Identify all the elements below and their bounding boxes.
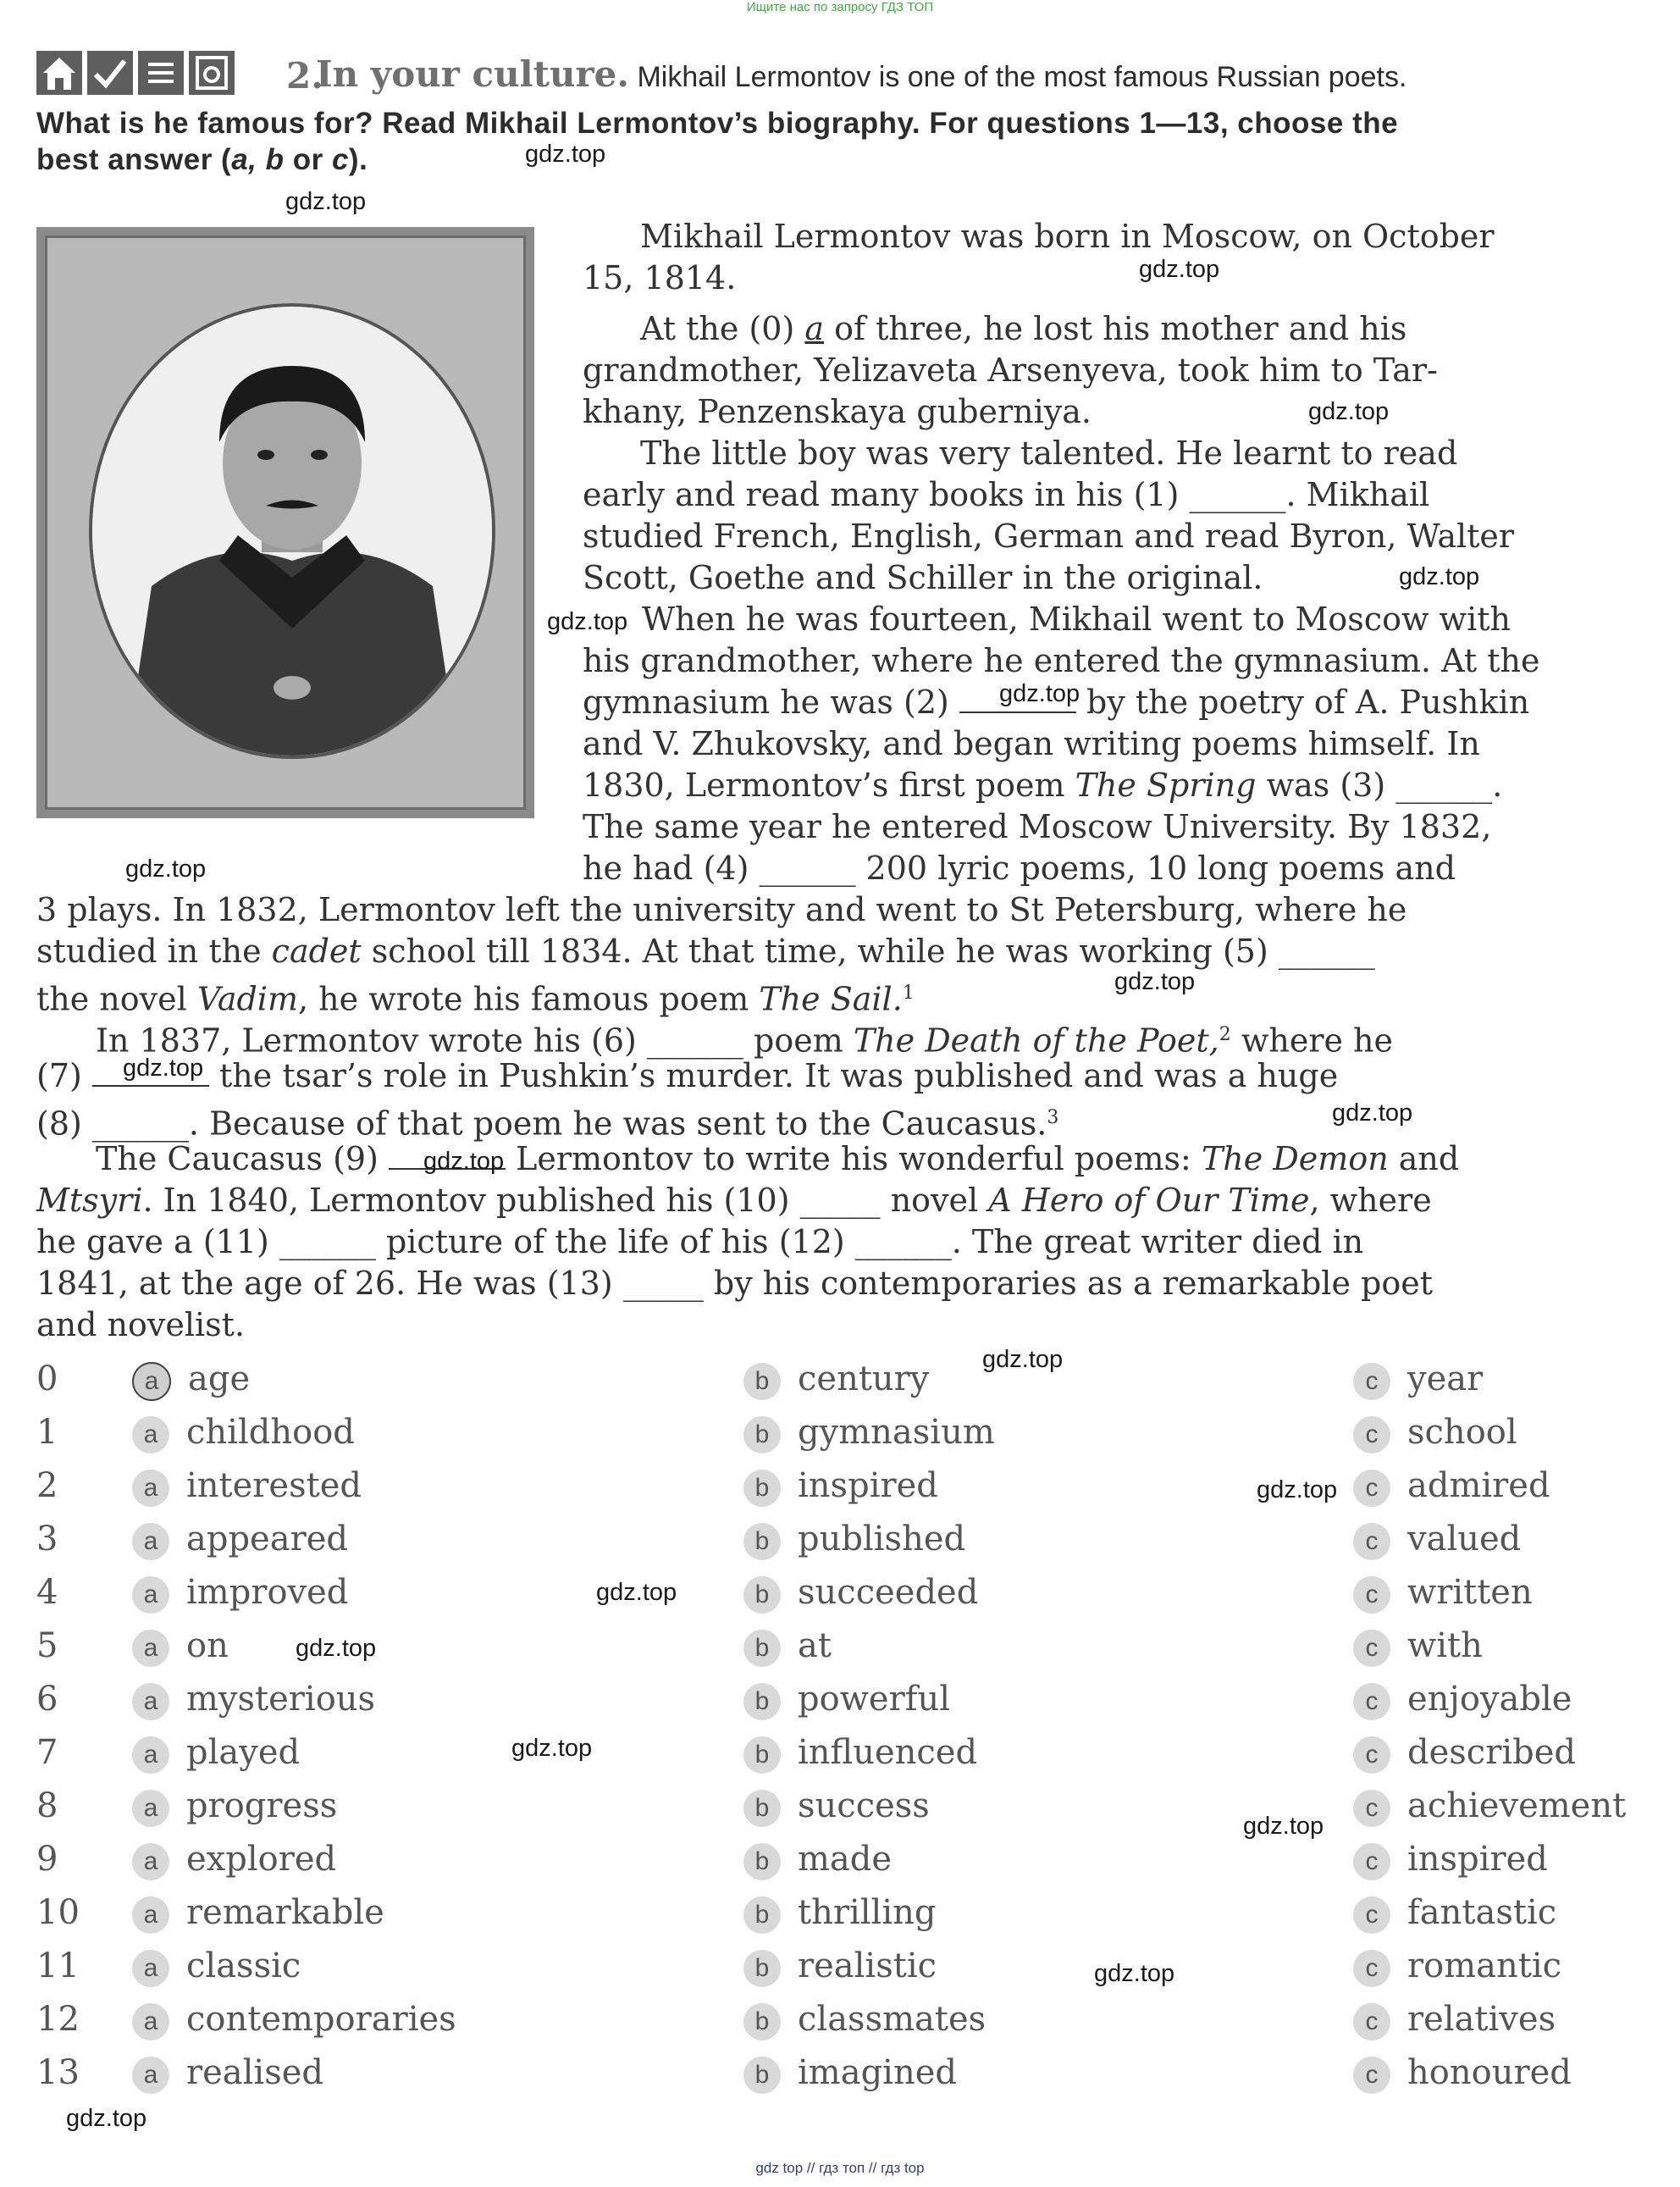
- option-letter-a[interactable]: a: [132, 1790, 169, 1827]
- option-text: honoured: [1407, 2053, 1572, 2092]
- option-text: described: [1407, 1733, 1577, 1772]
- option-text: explored: [186, 1840, 337, 1879]
- option-text: inspired: [798, 1466, 938, 1505]
- watermark: gdz.top: [511, 1735, 593, 1762]
- watermark: gdz.top: [1114, 968, 1196, 995]
- option-row: [36, 2053, 1645, 2104]
- option-text: made: [798, 1840, 892, 1879]
- option-letter-b[interactable]: b: [743, 1736, 781, 1774]
- option-row: [36, 1573, 1645, 1624]
- option-letter-b[interactable]: b: [743, 1470, 781, 1507]
- option-letter-a[interactable]: a: [132, 1523, 169, 1560]
- option-a[interactable]: [132, 1893, 384, 1934]
- option-row: [36, 1680, 1645, 1730]
- option-letter-b[interactable]: b: [743, 1630, 781, 1667]
- question-number: 5: [36, 1626, 58, 1665]
- option-text: year: [1407, 1359, 1484, 1398]
- task-intro: Mikhail Lermontov is one of the most famous Russian poets.: [637, 61, 1407, 93]
- option-row: [36, 1946, 1645, 1997]
- option-text: inspired: [1407, 1840, 1548, 1879]
- bio-line: The Caucasus (9) Lermontov to write his wonderful poems: The Demon and: [96, 1140, 1460, 1177]
- option-letter-a[interactable]: a: [132, 2057, 169, 2094]
- option-b[interactable]: [743, 1573, 978, 1614]
- option-text: progress: [186, 1786, 338, 1825]
- bio-line: Mtsyri. In 1840, Lermontov published his (10) _____ novel A Hero of Our Time, where: [36, 1182, 1432, 1219]
- question-number: 4: [36, 1573, 58, 1612]
- question-number: 9: [36, 1840, 58, 1879]
- bio-line: studied in the cadet school till 1834. At that time, while he was working (5) ______: [36, 933, 1375, 970]
- bio-line: In 1837, Lermontov wrote his (6) ______ poem The Death of the Poet,$^2$ where he: [96, 1022, 1394, 1060]
- option-letter-a[interactable]: a: [132, 1950, 169, 1987]
- bio-line: khany, Penzenskaya guberniya.: [583, 393, 1092, 430]
- watermark: gdz.top: [66, 2105, 147, 2132]
- bio-line: studied French, English, German and read Byron, Walter: [583, 518, 1515, 555]
- option-text: contemporaries: [186, 2000, 456, 2039]
- option-text: realistic: [798, 1946, 937, 1985]
- question-number: 11: [36, 1946, 80, 1985]
- option-text: classic: [186, 1946, 301, 1985]
- option-text: remarkable: [186, 1893, 384, 1932]
- option-b[interactable]: [743, 1359, 929, 1400]
- question-number: 1: [36, 1413, 58, 1452]
- option-row: [36, 1733, 1645, 1784]
- watermark: gdz.top: [1094, 1960, 1175, 1987]
- option-b[interactable]: [743, 1840, 892, 1880]
- option-text: admired: [1407, 1466, 1550, 1505]
- bio-line: the novel Vadim, he wrote his famous poem The Sail.$^1$: [36, 980, 915, 1018]
- option-b[interactable]: [743, 1893, 937, 1934]
- watermark: gdz.top: [596, 1579, 677, 1606]
- option-letter-a[interactable]: a: [132, 1362, 171, 1401]
- watermark: gdz.top: [1308, 398, 1390, 425]
- top-banner: Ищите нас по запросу ГДЗ ТОП: [746, 0, 934, 14]
- option-c[interactable]: [1353, 1893, 1556, 1934]
- option-c[interactable]: [1353, 1359, 1483, 1400]
- option-text: romantic: [1407, 1946, 1562, 1985]
- option-a[interactable]: [132, 1466, 362, 1507]
- watermark: gdz.top: [296, 1635, 377, 1662]
- option-a[interactable]: [132, 1573, 348, 1614]
- option-letter-a[interactable]: a: [132, 1576, 169, 1614]
- option-letter-b[interactable]: b: [743, 2057, 781, 2094]
- watermark: gdz.top: [1332, 1099, 1413, 1127]
- task-instructions: What is he famous for? Read Mikhail Lermontov’s biography. For questions 1—13, choose the: [36, 107, 1399, 140]
- biography-text: [36, 0, 1645, 1347]
- bio-line: and V. Zhukovsky, and began writing poems himself. In: [583, 725, 1480, 762]
- bio-line: Scott, Goethe and Schiller in the original.: [583, 559, 1263, 596]
- option-b[interactable]: [743, 2000, 986, 2040]
- option-row: [36, 2000, 1645, 2051]
- bio-line: early and read many books in his (1) ______. Mikhail: [583, 476, 1430, 513]
- bio-line: (8) ______. Because of that poem he was sent to the Caucasus.$^3$: [36, 1105, 1059, 1143]
- bio-line: his grandmother, where he entered the gymnasium. At the: [583, 642, 1540, 679]
- watermark: gdz.top: [547, 608, 628, 635]
- option-text: mysterious: [186, 1680, 376, 1719]
- option-b[interactable]: [743, 2053, 957, 2094]
- option-letter-c[interactable]: c: [1353, 1523, 1390, 1560]
- option-row: [36, 1626, 1645, 1677]
- option-letter-c[interactable]: c: [1353, 2057, 1390, 2094]
- option-text: appeared: [186, 1520, 348, 1559]
- option-b[interactable]: [743, 1520, 965, 1560]
- option-letter-a[interactable]: a: [132, 1843, 169, 1880]
- option-letter-a[interactable]: a: [132, 1416, 169, 1453]
- option-letter-a[interactable]: a: [132, 1630, 169, 1667]
- question-number: 7: [36, 1733, 58, 1772]
- option-letter-c[interactable]: c: [1353, 1363, 1390, 1400]
- option-text: valued: [1407, 1520, 1522, 1559]
- option-b[interactable]: [743, 1626, 832, 1667]
- option-text: played: [186, 1733, 301, 1772]
- option-letter-c[interactable]: c: [1353, 1950, 1390, 1987]
- option-letter-b[interactable]: b: [743, 1683, 781, 1720]
- bio-line: 15, 1814.: [583, 259, 737, 296]
- option-a[interactable]: [132, 1520, 348, 1560]
- option-row: [36, 1786, 1645, 1837]
- option-text: written: [1407, 1573, 1533, 1612]
- bottom-banner: gdz top // гдз топ // гдз top: [755, 2160, 925, 2176]
- option-letter-b[interactable]: b: [743, 1896, 781, 1934]
- option-text: improved: [186, 1573, 349, 1612]
- question-number: 0: [36, 1359, 58, 1398]
- option-letter-b[interactable]: b: [743, 1950, 781, 1987]
- option-text: school: [1407, 1413, 1517, 1452]
- bio-line: 1841, at the age of 26. He was (13) _____ by his contemporaries as a remarkable poet: [36, 1265, 1433, 1302]
- bio-line: he had (4) ______ 200 lyric poems, 10 long poems and: [583, 850, 1456, 887]
- option-a[interactable]: [132, 1413, 355, 1453]
- watermark: gdz.top: [123, 1055, 204, 1082]
- option-text: gymnasium: [798, 1413, 995, 1452]
- option-letter-b[interactable]: b: [743, 1790, 781, 1827]
- option-text: enjoyable: [1407, 1680, 1572, 1719]
- option-letter-a[interactable]: a: [132, 2003, 169, 2040]
- watermark: gdz.top: [1399, 563, 1480, 590]
- option-b[interactable]: [743, 1786, 930, 1827]
- option-text: imagined: [798, 2053, 958, 2092]
- option-letter-a[interactable]: a: [132, 1896, 169, 1934]
- option-text: achievement: [1407, 1786, 1627, 1825]
- bio-line: grandmother, Yelizaveta Arsenyeva, took him to Tar-: [583, 352, 1438, 389]
- watermark: gdz.top: [1139, 256, 1220, 283]
- watermark: gdz.top: [125, 855, 207, 883]
- option-b[interactable]: [743, 1946, 937, 1987]
- option-letter-b[interactable]: b: [743, 1523, 781, 1560]
- option-c[interactable]: [1353, 1786, 1626, 1827]
- option-row: [36, 1840, 1645, 1891]
- option-a[interactable]: [132, 1359, 250, 1401]
- watermark: gdz.top: [1243, 1813, 1324, 1840]
- option-letter-c[interactable]: c: [1353, 2003, 1390, 2040]
- task-instructions-end: best answer (a, b or c).: [36, 143, 368, 176]
- option-letter-a[interactable]: a: [132, 1736, 169, 1774]
- option-c[interactable]: [1353, 1520, 1521, 1560]
- option-text: at: [798, 1626, 832, 1665]
- option-b[interactable]: [743, 1680, 950, 1720]
- bio-line: 1830, Lermontov’s first poem The Spring was (3) ______.: [583, 767, 1503, 804]
- option-text: century: [798, 1359, 930, 1398]
- option-a[interactable]: [132, 1786, 337, 1827]
- option-row: [36, 1893, 1645, 1944]
- option-a[interactable]: [132, 1733, 300, 1774]
- option-b[interactable]: [743, 1413, 995, 1453]
- option-c[interactable]: [1353, 1626, 1483, 1667]
- watermark: gdz.top: [982, 1346, 1064, 1373]
- bio-line: and novelist.: [36, 1306, 245, 1343]
- bio-line: When he was fourteen, Mikhail went to Moscow with: [642, 601, 1511, 638]
- option-a[interactable]: [132, 1840, 336, 1880]
- option-row: [36, 1413, 1645, 1464]
- option-text: succeeded: [798, 1573, 979, 1612]
- option-c[interactable]: [1353, 1680, 1572, 1720]
- option-c[interactable]: [1353, 1413, 1517, 1453]
- option-text: classmates: [798, 2000, 986, 2039]
- question-number: 6: [36, 1680, 58, 1719]
- option-c[interactable]: [1353, 2053, 1572, 2094]
- option-text: success: [798, 1786, 930, 1825]
- option-c[interactable]: [1353, 1573, 1533, 1614]
- question-number: 10: [36, 1893, 80, 1932]
- watermark: gdz.top: [999, 680, 1080, 707]
- option-a[interactable]: [132, 2000, 456, 2040]
- task-number: 2.: [286, 55, 323, 97]
- option-letter-b[interactable]: b: [743, 1576, 781, 1614]
- option-b[interactable]: [743, 1733, 977, 1774]
- option-row: [36, 1520, 1645, 1570]
- example-answer: a: [804, 310, 825, 347]
- watermark: gdz.top: [285, 188, 367, 215]
- bio-line: 3 plays. In 1832, Lermontov left the university and went to St Petersburg, where he: [36, 891, 1407, 928]
- option-letter-a[interactable]: a: [132, 1683, 169, 1720]
- option-letter-b[interactable]: b: [743, 1363, 781, 1400]
- option-text: interested: [186, 1466, 362, 1505]
- option-text: powerful: [798, 1680, 951, 1719]
- option-c[interactable]: [1353, 1733, 1576, 1774]
- option-text: relatives: [1407, 2000, 1556, 2039]
- option-text: fantastic: [1407, 1893, 1557, 1932]
- option-a[interactable]: [132, 1626, 229, 1667]
- option-letter-c[interactable]: c: [1353, 1630, 1390, 1667]
- task-title: In your culture.: [316, 53, 629, 95]
- bio-line: At the (0) a of three, he lost his mother and his: [640, 310, 1407, 347]
- option-text: with: [1407, 1626, 1483, 1665]
- option-letter-b[interactable]: b: [743, 1843, 781, 1880]
- option-row: [36, 1466, 1645, 1517]
- option-letter-c[interactable]: c: [1353, 1736, 1390, 1774]
- question-number: 2: [36, 1466, 58, 1505]
- option-letter-c[interactable]: c: [1353, 1470, 1390, 1507]
- bio-line: The same year he entered Moscow University. By 1832,: [583, 808, 1492, 845]
- option-letter-b[interactable]: b: [743, 1416, 781, 1453]
- question-number: 8: [36, 1786, 58, 1825]
- bio-line: Mikhail Lermontov was born in Moscow, on October: [640, 218, 1495, 255]
- question-number: 12: [36, 2000, 80, 2039]
- question-number: 13: [36, 2053, 80, 2092]
- option-row: [36, 1359, 1645, 1410]
- option-letter-c[interactable]: c: [1353, 1576, 1390, 1614]
- option-letter-c[interactable]: c: [1353, 1896, 1390, 1934]
- option-letter-c[interactable]: c: [1353, 1416, 1390, 1453]
- option-letter-a[interactable]: a: [132, 1470, 169, 1507]
- option-text: on: [186, 1626, 229, 1665]
- watermark: gdz.top: [525, 141, 606, 168]
- option-text: realised: [186, 2053, 324, 2092]
- option-letter-c[interactable]: c: [1353, 1790, 1390, 1827]
- option-letter-c[interactable]: c: [1353, 1843, 1390, 1880]
- bio-line: The little boy was very talented. He learnt to read: [640, 435, 1458, 472]
- option-a[interactable]: [132, 2053, 323, 2094]
- option-letter-c[interactable]: c: [1353, 1683, 1390, 1720]
- option-c[interactable]: [1353, 2000, 1556, 2040]
- option-text: influenced: [798, 1733, 978, 1772]
- option-letter-b[interactable]: b: [743, 2003, 781, 2040]
- option-c[interactable]: [1353, 1946, 1561, 1987]
- option-a[interactable]: [132, 1946, 301, 1987]
- option-c[interactable]: [1353, 1466, 1550, 1507]
- option-text: thrilling: [798, 1893, 937, 1932]
- watermark: gdz.top: [1257, 1476, 1338, 1503]
- option-a[interactable]: [132, 1680, 375, 1720]
- option-b[interactable]: [743, 1466, 938, 1507]
- option-text: published: [798, 1520, 966, 1559]
- option-c[interactable]: [1353, 1840, 1548, 1880]
- watermark: gdz.top: [423, 1148, 505, 1175]
- bio-line: he gave a (11) ______ picture of the life of his (12) ______. The great writer died in: [36, 1223, 1364, 1260]
- option-text: childhood: [186, 1413, 355, 1452]
- question-number: 3: [36, 1520, 58, 1559]
- option-text: age: [188, 1359, 251, 1398]
- bio-line: (7) the tsar’s role in Pushkin’s murder. It was published and was a huge: [36, 1057, 1339, 1094]
- bio-line: gymnasium he was (2) by the poetry of A. Pushkin: [583, 684, 1530, 721]
